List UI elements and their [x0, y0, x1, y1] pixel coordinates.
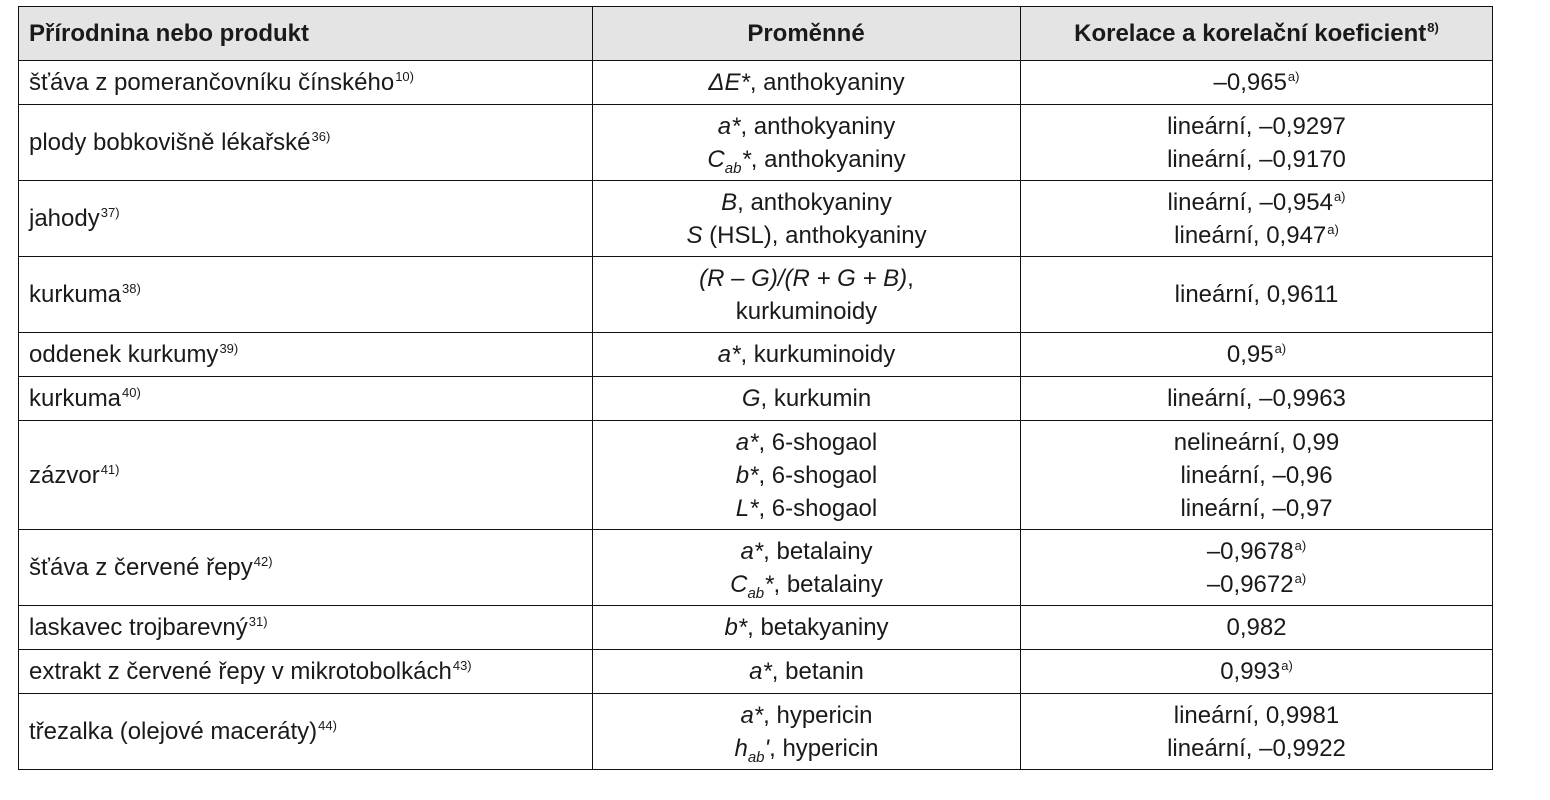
header-row	[19, 7, 1493, 61]
correlation-cell	[1021, 105, 1493, 181]
product-name: šťáva z červené řepy	[29, 554, 253, 581]
header-correlation	[1021, 7, 1493, 61]
product-name: kurkuma	[29, 281, 122, 308]
product-reference: 40)	[122, 385, 141, 400]
correlation-line	[1031, 426, 1482, 459]
variable-line	[603, 426, 1010, 459]
variable-subscript: ab	[724, 159, 742, 177]
variable-line	[603, 732, 1010, 765]
correlation-line	[1031, 611, 1482, 644]
variable-symbol: a*	[740, 537, 764, 565]
variable-compound: , betanin	[771, 658, 864, 685]
table-row	[19, 333, 1493, 377]
variable-compound: kurkuminoidy	[735, 297, 878, 325]
correlation-footnote: a)	[1281, 658, 1293, 673]
product-cell	[19, 421, 593, 530]
variable-line	[603, 459, 1010, 492]
product-cell	[19, 377, 593, 421]
variable-compound: , anthokyaniny	[750, 145, 906, 173]
product-name: plody bobkovišně lékařské	[29, 129, 311, 156]
correlation-cell	[1021, 257, 1493, 333]
variable-line	[603, 295, 1010, 328]
product-name: laskavec trojbarevný	[29, 614, 248, 641]
variable-symbol: B	[721, 188, 738, 216]
correlation-line	[1031, 382, 1482, 415]
variable-line	[603, 655, 1010, 688]
product-reference: 31)	[248, 614, 268, 629]
product-reference: 41)	[100, 461, 120, 477]
table-row	[19, 377, 1493, 421]
correlation-table	[18, 6, 1493, 770]
correlation-line	[1031, 66, 1482, 99]
variable-line	[603, 262, 1010, 295]
correlation-value: –0,9672	[1206, 570, 1294, 598]
product-name: šťáva z pomerančovníku čínského	[29, 69, 395, 96]
correlation-value: lineární, –0,954	[1167, 188, 1333, 216]
product-cell	[19, 333, 593, 377]
product-reference: 38)	[122, 281, 141, 296]
product-reference: 37)	[100, 205, 120, 220]
variable-compound: , betalainy	[773, 570, 883, 598]
correlation-footnote: a)	[1327, 221, 1339, 237]
variable-compound: , anthokyaniny	[740, 112, 896, 140]
variable-symbol: h	[734, 734, 748, 762]
variable-symbol: L*	[735, 494, 759, 522]
correlation-value: lineární, –0,9170	[1167, 145, 1346, 173]
product-name: třezalka (olejové maceráty)	[29, 718, 318, 745]
correlation-footnote: a)	[1274, 341, 1287, 356]
table-row	[19, 606, 1493, 650]
variable-compound: ,	[907, 264, 914, 292]
correlation-line	[1031, 535, 1482, 568]
correlation-cell	[1021, 377, 1493, 421]
header-correlation-footnote: 8)	[1427, 20, 1439, 35]
product-cell	[19, 105, 593, 181]
variables-cell	[593, 61, 1021, 105]
variable-line	[603, 219, 1010, 252]
variable-symbol-suffix: *	[741, 145, 751, 173]
header-correlation-label: Korelace a korelační koeficient	[1074, 20, 1427, 47]
correlation-line	[1031, 459, 1482, 492]
variables-cell	[593, 257, 1021, 333]
correlation-value: –0,9678	[1206, 537, 1294, 565]
correlation-line	[1031, 568, 1482, 601]
product-cell	[19, 530, 593, 606]
product-name: oddenek kurkumy	[29, 341, 219, 368]
product-reference: 43)	[452, 658, 472, 673]
correlation-line	[1031, 186, 1482, 219]
variable-symbol: G	[741, 385, 761, 412]
product-reference: 39)	[219, 341, 239, 356]
product-cell	[19, 181, 593, 257]
variable-compound: , 6-shogaol	[758, 494, 878, 522]
variable-symbol: (R – G)/(R + G + B)	[699, 264, 908, 292]
variable-subscript: ab	[747, 748, 765, 766]
variable-compound: , anthokyaniny	[737, 188, 892, 216]
correlation-value: lineární, –0,96	[1180, 461, 1333, 489]
variable-compound: , 6-shogaol	[758, 461, 878, 489]
variable-line	[603, 66, 1010, 99]
variable-compound: , kurkuminoidy	[740, 341, 896, 368]
correlation-line	[1031, 699, 1482, 732]
correlation-cell	[1021, 606, 1493, 650]
variable-compound: , hypericin	[769, 734, 879, 762]
correlation-cell	[1021, 333, 1493, 377]
variable-symbol: ΔE*	[708, 69, 750, 96]
product-name: extrakt z červené řepy v mikrotobolkách	[29, 658, 452, 685]
variable-symbol-suffix: *	[764, 570, 774, 598]
variable-compound: , anthokyaniny	[749, 69, 905, 96]
variable-symbol: a*	[717, 112, 741, 140]
table-row	[19, 650, 1493, 694]
correlation-value: 0,993	[1220, 658, 1281, 685]
table-body	[19, 61, 1493, 770]
correlation-footnote: a)	[1294, 537, 1307, 553]
correlation-line	[1031, 278, 1482, 311]
variable-compound: , betakyaniny	[747, 614, 889, 641]
correlation-cell	[1021, 421, 1493, 530]
variable-line	[603, 110, 1010, 143]
correlation-line	[1031, 338, 1482, 371]
product-reference: 44)	[318, 718, 337, 733]
variable-symbol: a*	[717, 341, 741, 368]
correlation-footnote: a)	[1333, 188, 1346, 204]
header-variables	[593, 7, 1021, 61]
variable-symbol: b*	[724, 614, 748, 641]
variables-cell	[593, 606, 1021, 650]
header-variables-label: Proměnné	[747, 20, 865, 47]
variable-symbol-suffix: '	[764, 734, 770, 762]
variable-line	[603, 535, 1010, 568]
correlation-value: lineární, 0,9981	[1173, 701, 1340, 729]
variable-symbol: a*	[735, 428, 759, 456]
variable-line	[603, 699, 1010, 732]
variable-line	[603, 382, 1010, 415]
correlation-value: lineární, –0,9922	[1167, 734, 1346, 762]
correlation-line	[1031, 732, 1482, 765]
correlation-value: 0,95	[1226, 341, 1274, 368]
correlation-footnote: a)	[1294, 570, 1307, 586]
table-row	[19, 530, 1493, 606]
correlation-line	[1031, 143, 1482, 176]
variable-line	[603, 568, 1010, 601]
product-name: zázvor	[29, 461, 100, 489]
variable-compound: , kurkumin	[760, 385, 872, 412]
correlation-value: lineární, 0,947	[1174, 221, 1327, 249]
variable-symbol: S	[686, 221, 703, 249]
correlation-cell	[1021, 694, 1493, 770]
table-row	[19, 181, 1493, 257]
variable-line	[603, 492, 1010, 525]
variable-subscript: ab	[747, 584, 765, 602]
correlation-cell	[1021, 61, 1493, 105]
header-product	[19, 7, 593, 61]
product-cell	[19, 650, 593, 694]
table-row	[19, 61, 1493, 105]
variables-cell	[593, 181, 1021, 257]
correlation-value: lineární, 0,9611	[1174, 281, 1339, 308]
product-cell	[19, 694, 593, 770]
variable-symbol: C	[707, 145, 725, 173]
product-name: kurkuma	[29, 385, 122, 412]
product-cell	[19, 61, 593, 105]
table-row	[19, 257, 1493, 333]
variables-cell	[593, 650, 1021, 694]
header-product-label: Přírodnina nebo produkt	[29, 20, 309, 47]
variables-cell	[593, 694, 1021, 770]
product-reference: 42)	[253, 554, 273, 569]
correlation-value: lineární, –0,9963	[1167, 385, 1346, 412]
variables-cell	[593, 333, 1021, 377]
variable-line	[603, 186, 1010, 219]
correlation-value: lineární, –0,9297	[1167, 112, 1346, 140]
variable-compound: , 6-shogaol	[758, 428, 878, 456]
variable-line	[603, 143, 1010, 176]
table-row	[19, 694, 1493, 770]
variable-symbol: b*	[735, 461, 759, 489]
correlation-cell	[1021, 181, 1493, 257]
variable-symbol: C	[730, 570, 748, 598]
variable-symbol: a*	[740, 701, 764, 729]
table-header	[19, 7, 1493, 61]
correlation-cell	[1021, 530, 1493, 606]
correlation-value: 0,982	[1226, 614, 1287, 641]
correlation-value: lineární, –0,97	[1180, 494, 1333, 522]
variables-cell	[593, 105, 1021, 181]
correlation-line	[1031, 219, 1482, 252]
correlation-line	[1031, 655, 1482, 688]
correlation-line	[1031, 492, 1482, 525]
product-reference: 10)	[395, 69, 414, 84]
correlation-value: nelineární, 0,99	[1173, 428, 1340, 456]
variable-compound: , hypericin	[763, 701, 873, 729]
table-row	[19, 105, 1493, 181]
correlation-cell	[1021, 650, 1493, 694]
product-cell	[19, 606, 593, 650]
variables-cell	[593, 377, 1021, 421]
table-row	[19, 421, 1493, 530]
variable-symbol: a*	[749, 658, 772, 685]
variable-line	[603, 611, 1010, 644]
correlation-footnote: a)	[1287, 69, 1300, 84]
variable-line	[603, 338, 1010, 371]
product-name: jahody	[29, 205, 100, 232]
variables-cell	[593, 530, 1021, 606]
variables-cell	[593, 421, 1021, 530]
variable-compound: (HSL), anthokyaniny	[702, 221, 927, 249]
product-cell	[19, 257, 593, 333]
correlation-line	[1031, 110, 1482, 143]
product-reference: 36)	[311, 129, 331, 144]
variable-compound: , betalainy	[763, 537, 873, 565]
correlation-value: –0,965	[1213, 69, 1287, 96]
